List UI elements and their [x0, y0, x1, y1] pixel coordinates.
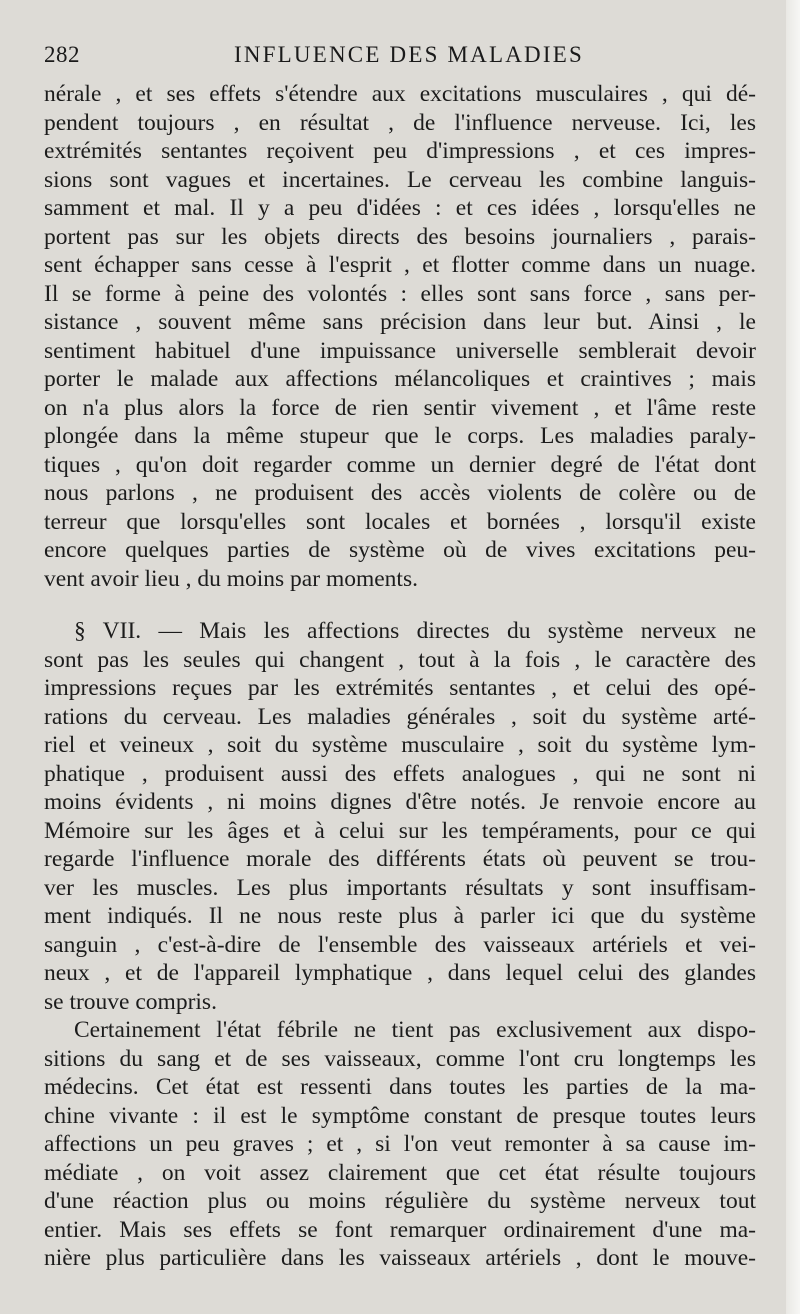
text-line: vent avoir lieu , du moins par moments. — [44, 565, 418, 592]
page-number: 282 — [44, 42, 80, 67]
text-line: Certainement l'état fébrile ne tient pas exclusivement aux dispo- — [74, 1017, 756, 1043]
text-line: médecins. Cet état est ressenti dans toutes les parties de la ma- — [44, 1074, 756, 1100]
text-line: samment et mal. Il y a peu d'idées : et ces idées , lorsqu'elles ne — [44, 195, 756, 221]
text-line: se trouve compris. — [44, 988, 217, 1015]
text-line: porter le malade aux affections mélancoliques et craintives ; mais — [44, 366, 756, 392]
body-text — [44, 80, 756, 1273]
text-line: nière plus particulière dans les vaisseaux artériels , dont le mouve- — [44, 1245, 756, 1271]
text-line: impressions reçues par les extrémités sentantes , et celui des opé- — [44, 675, 756, 701]
paragraph-gap — [44, 593, 756, 617]
paragraph-3 — [44, 1016, 756, 1273]
text-line: tiques , qu'on doit regarder comme un dernier degré de l'état dont — [44, 451, 756, 478]
text-line: neux , et de l'appareil lymphatique , dans lequel celui des glandes — [44, 960, 756, 986]
text-line: sions sont vagues et incertaines. Le cerveau les combine languis- — [44, 166, 756, 193]
text-line: Il se forme à peine des volontés : elles sont sans force , sans per- — [44, 280, 756, 307]
text-line: nous parlons , ne produisent des accès violents de colère ou de — [44, 480, 756, 506]
paragraph-2 — [44, 617, 756, 1016]
text-line: ver les muscles. Les plus importants résultats y sont insuffisam- — [44, 874, 756, 901]
text-line: sent échapper sans cesse à l'esprit , et flotter comme dans un nuage. — [44, 252, 756, 278]
text-line: nérale , et ses effets s'étendre aux excitations musculaires , qui dé- — [44, 81, 756, 107]
text-line: sitions du sang et de ses vaisseaux, comme l'ont cru longtemps les — [44, 1045, 756, 1072]
text-line: rations du cerveau. Les maladies générales , soit du système arté- — [44, 703, 756, 730]
text-line: riel et veineux , soit du système musculaire , soit du système lym- — [44, 732, 756, 758]
text-line: entier. Mais ses effets se font remarquer ordinairement d'une ma- — [44, 1216, 756, 1243]
text-line: chine vivante : il est le symptôme constant de presque toutes leurs — [44, 1102, 756, 1129]
text-line: ment indiqués. Il ne nous reste plus à parler ici que du système — [44, 903, 756, 929]
text-line: sistance , souvent même sans précision dans leur but. Ainsi , le — [44, 309, 756, 335]
text-line: on n'a plus alors la force de rien sentir vivement , et l'âme reste — [44, 394, 756, 421]
text-line: extrémités sentantes reçoivent peu d'impressions , et ces impres- — [44, 138, 756, 164]
paragraph-1 — [44, 80, 756, 593]
text-line: Mémoire sur les âges et à celui sur les tempéraments, pour ce qui — [44, 817, 756, 844]
running-head — [44, 42, 754, 74]
text-line: sentiment habituel d'une impuissance universelle semblerait devoir — [44, 337, 756, 364]
text-line: d'une réaction plus ou moins régulière du système nerveux tout — [44, 1188, 756, 1214]
text-line: terreur que lorsqu'elles sont locales et bornées , lorsqu'il existe — [44, 508, 756, 535]
text-line: plongée dans la même stupeur que le corps. Les maladies paraly- — [44, 423, 756, 449]
text-line: phatique , produisent aussi des effets analogues , qui ne sont ni — [44, 760, 756, 787]
text-line: regarde l'influence morale des différents états où peuvent se trou- — [44, 846, 756, 872]
text-line: sanguin , c'est-à-dire de l'ensemble des vaisseaux artériels et vei- — [44, 931, 756, 958]
page-edge — [786, 0, 800, 1314]
text-line: encore quelques parties de système où de vives excitations peu- — [44, 537, 756, 563]
text-line: moins évidents , ni moins dignes d'être notés. Je renvoie encore au — [44, 789, 756, 815]
text-line: sont pas les seules qui changent , tout à la fois , le caractère des — [44, 646, 756, 673]
running-title: INFLUENCE DES MALADIES — [234, 42, 584, 67]
text-line: pendent toujours , en résultat , de l'influence nerveuse. Ici, les — [44, 109, 756, 136]
text-line: affections un peu graves ; et , si l'on veut remonter à sa cause im- — [44, 1131, 756, 1157]
text-line: médiate , on voit assez clairement que cet état résulte toujours — [44, 1159, 756, 1186]
text-line: portent pas sur les objets directs des besoins journaliers , parais- — [44, 223, 756, 250]
text-line: § VII. — Mais les affections directes du système nerveux ne — [74, 618, 756, 644]
